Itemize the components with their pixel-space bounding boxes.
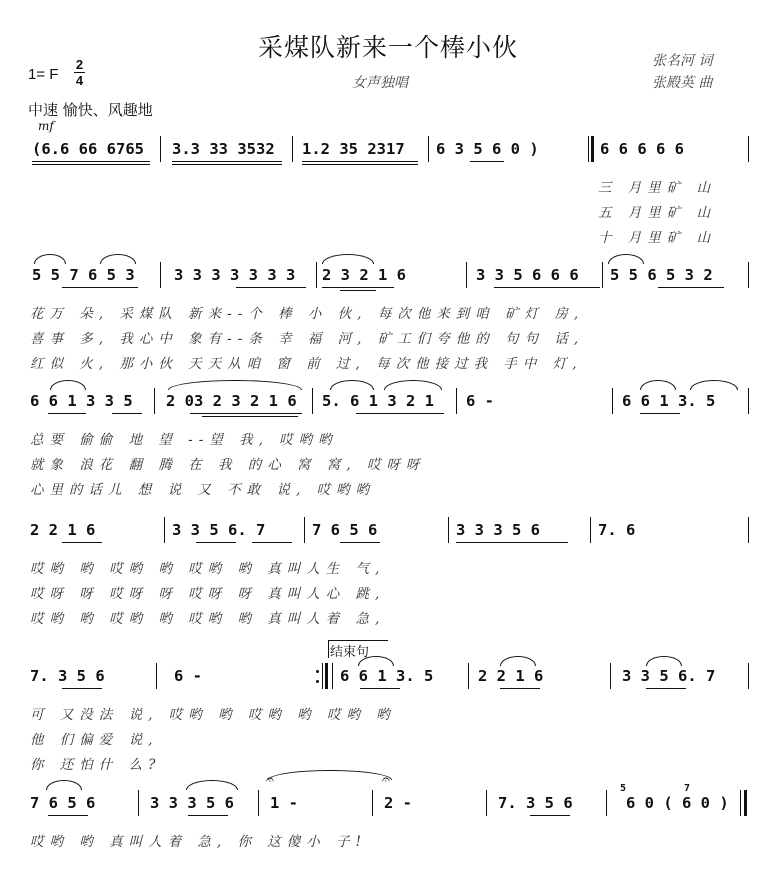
row2-lyric-verse1: 花万 朵, 采煤队 新来--个 棒 小 伙, 每次他来到咱 矿灯 房, (30, 306, 585, 322)
dynamic-marking: mf (38, 119, 54, 133)
lyricist-credit: 张名河 词 (652, 53, 713, 69)
row4-measure5: 7. 6 (598, 521, 636, 539)
ending-label: 结束句 (330, 644, 370, 659)
time-signature (74, 57, 85, 88)
row3-lyric-verse2: 就象 浪花 翻 腾 在 我 的心 窝 窝, 哎呀呀 (30, 457, 426, 473)
row5-lyric-verse2: 他 们偏爱 说, (30, 732, 159, 748)
row3-measure3: 5. 6 1 3 2 1 (322, 392, 434, 410)
row3-lyric-verse1: 总要 偷偷 地 望 --望 我, 哎哟哟 (30, 432, 338, 448)
key-signature: 1= F (28, 66, 59, 83)
row1-measure2: 3.3 33 3532 (172, 140, 275, 158)
row4-measure1: 2 2 1 6 (30, 521, 96, 539)
row2-measure3: 2 3 2 1 6 (322, 266, 406, 284)
row4-measure2: 3 3 5 6. 7 (172, 521, 266, 539)
performance-note: 女声独唱 (352, 75, 408, 91)
grace-note: 5 (620, 783, 627, 794)
row3-measure1: 6 6 1 3 3 5 (30, 392, 133, 410)
row1-lyric-verse2: 五 月里矿 山 (598, 205, 717, 221)
row1-measure1: (6.6 66 6765 (32, 140, 144, 158)
row3-measure2: 2 03 2 3 2 1 6 (166, 392, 297, 410)
row6-measure2: 3 3 3 5 6 (150, 794, 234, 812)
row6-measure4: 2 - (384, 794, 412, 812)
fermata-icon: 𝄐 (266, 772, 274, 788)
row2-lyric-verse3: 红似 火, 那小伙 天天从咱 窗 前 过, 每次他接过我 手中 灯, (30, 356, 583, 372)
row5-measure2: 6 - (174, 667, 202, 685)
row3-measure4: 6 - (466, 392, 494, 410)
row5-measure1: 7. 3 5 6 (30, 667, 105, 685)
row5-measure3: 6 6 1 3. 5 (340, 667, 434, 685)
row5-measure4: 2 2 1 6 (478, 667, 544, 685)
row6-measure3: 1 - (270, 794, 298, 812)
row2-measure4: 3 3 5 6 6 6 (476, 266, 579, 284)
row1-measure5: 6 6 6 6 6 (600, 140, 684, 158)
row6-measure1: 7 6 5 6 (30, 794, 96, 812)
row6-lyric-verse1: 哎哟 哟 真叫人着 急, 你 这傻小 子! (30, 834, 367, 850)
row4-measure4: 3 3 3 5 6 (456, 521, 540, 539)
row6-measure5: 7. 3 5 6 (498, 794, 573, 812)
row3-lyric-verse3: 心里的话儿 想 说 又 不敢 说, 哎哟哟 (30, 482, 376, 498)
row5-measure5: 3 3 5 6. 7 (622, 667, 716, 685)
row1-measure3: 1.2 35 2317 (302, 140, 405, 158)
composer-credit: 张殿英 曲 (652, 75, 713, 91)
row2-measure1: 5 5 7 6 5 3 (32, 266, 135, 284)
row4-measure3: 7 6 5 6 (312, 521, 378, 539)
row3-measure5: 6 6 1 3. 5 (622, 392, 716, 410)
tempo-marking: 中速 愉快、风趣地 (28, 101, 153, 119)
fermata-icon: 𝄐 (382, 772, 390, 788)
row4-lyric-verse1: 哎哟 哟 哎哟 哟 哎哟 哟 真叫人生 气, (30, 561, 386, 577)
row4-lyric-verse2: 哎呀 呀 哎呀 呀 哎呀 呀 真叫人心 跳, (30, 586, 386, 602)
row2-lyric-verse2: 喜事 多, 我心中 象有--条 幸 福 河, 矿工们夸他的 句句 话, (30, 331, 585, 347)
row5-lyric-verse1: 可 又没法 说, 哎哟 哟 哎哟 哟 哎哟 哟 (30, 707, 396, 723)
meter-top: 2 (75, 57, 84, 72)
meter-bottom: 4 (75, 73, 84, 88)
song-title: 采煤队新来一个棒小伙 (257, 33, 518, 62)
row2-measure5: 5 5 6 5 3 2 (610, 266, 713, 284)
row1-measure4: 6 3 5 6 0 ) (436, 140, 539, 158)
row6-measure6: 6 0 ( 6 0 ) (626, 794, 729, 812)
grace-note: 7 (684, 783, 691, 794)
row1-lyric-verse3: 十 月里矿 山 (598, 230, 717, 246)
row2-measure2: 3 3 3 3 3 3 3 (174, 266, 296, 284)
row4-lyric-verse3: 哎哟 哟 哎哟 哟 哎哟 哟 真叫人着 急, (30, 611, 386, 627)
row1-lyric-verse1: 三 月里矿 山 (598, 180, 717, 196)
row5-lyric-verse3: 你 还怕什 么? (30, 757, 162, 773)
